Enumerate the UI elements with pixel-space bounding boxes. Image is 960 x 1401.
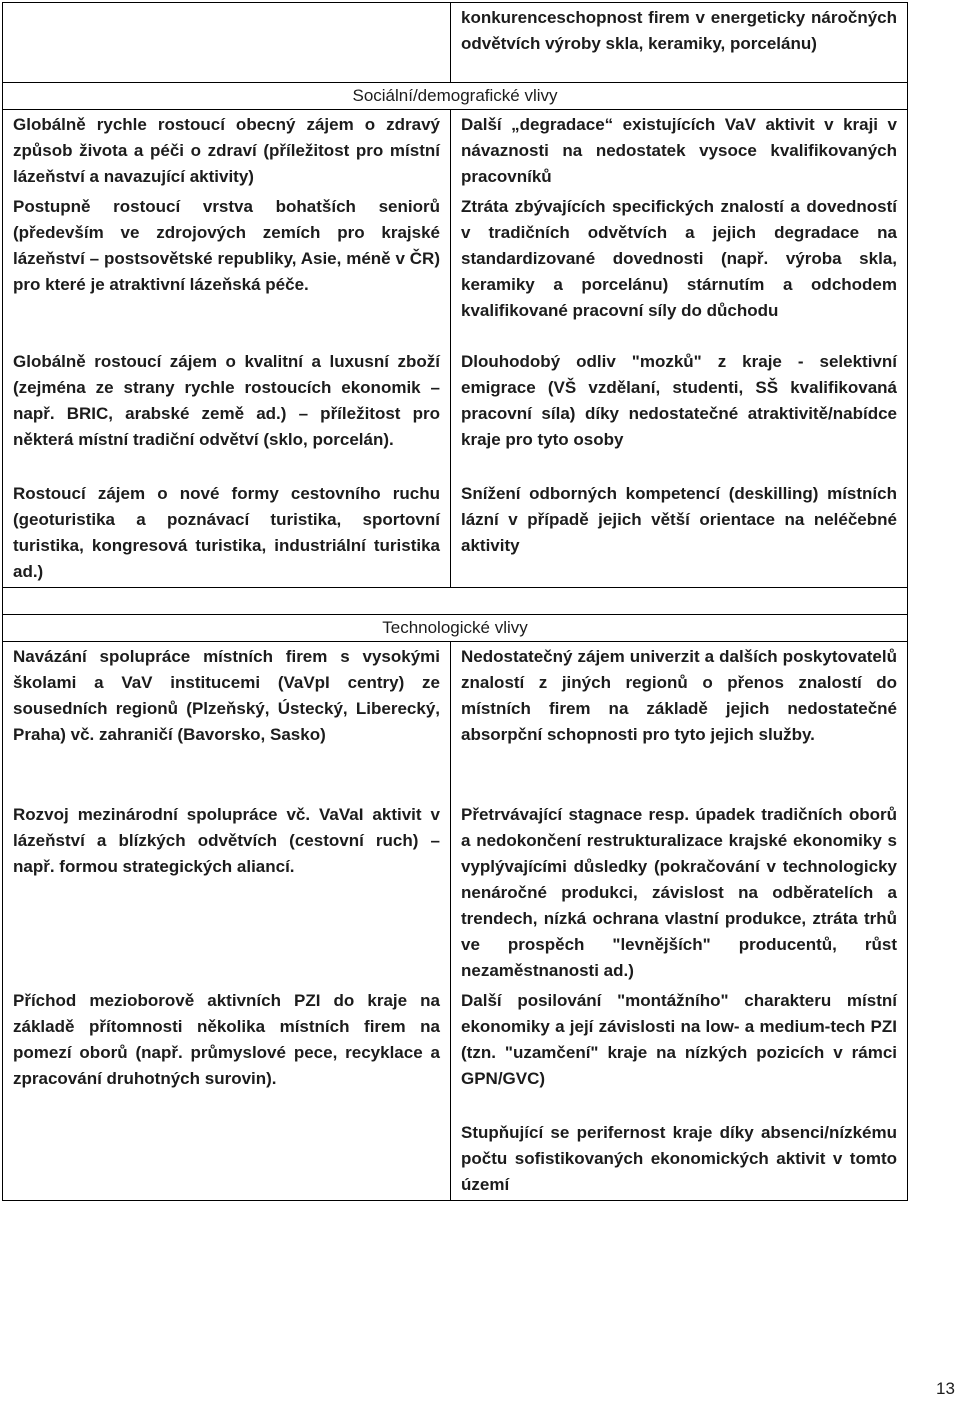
separator-cell — [3, 588, 907, 614]
social-row-4-threat: Snížení odborných kompetencí (deskilling) místních lázní v případě jejich větší orientace na neléčebné aktivity — [461, 484, 897, 555]
tech-row-3-threat: Další posilování "montážního" charakteru místní ekonomiky a její závislosti na low- a medium-tech PZI (tzn. "uzamčení" kraje na nízkých pozicích v rámci GPN/GVC) — [461, 991, 897, 1088]
continuation-right-cell: konkurenceschopnost firem v energeticky náročných odvětvích výroby skla, keramiky, porcelánu) — [461, 8, 897, 53]
tech-row-4-threat: Stupňující se perifernost kraje díky absenci/nízkému počtu sofistikovaných ekonomických aktivit v tomto území — [461, 1123, 897, 1194]
social-row-2-opportunity: Postupně rostoucí vrstva bohatších seniorů (především ve zdrojových zemích pro krajské lázeňství – postsovětské republiky, Asie, méně v ČR) pro které je atraktivní lázeňská péče. — [3, 192, 451, 347]
tech-row-2-opportunity: Rozvoj mezinárodní spolupráce vč. VaVaI aktivit v lázeňství a blízkých odvětvích (cestovní ruch) – např. formou strategických aliancí. — [3, 800, 451, 986]
table-row — [3, 110, 907, 192]
social-row-3-threat: Dlouhodobý odliv "mozků" z kraje - selektivní emigrace (VŠ vzdělaní, studenti, SŠ kvalifikovaná pracovní síla) díky nedostatečné atraktivitě/nabídce kraje pro tyto osoby — [461, 352, 897, 449]
continuation-left-cell — [3, 3, 451, 82]
section-heading-row-social — [3, 83, 907, 110]
table-row — [3, 642, 907, 800]
table-row — [3, 347, 907, 479]
empty-separator-row — [3, 588, 907, 615]
analysis-table — [2, 2, 908, 1201]
tech-row-4-opportunity-empty — [3, 1118, 451, 1200]
table-row — [3, 1118, 907, 1200]
social-row-1-threat: Další „degradace“ existujících VaV aktivit v kraji v návaznosti na nedostatek vysoce kvalifikovaných pracovníků — [461, 115, 897, 186]
tech-row-1-threat: Nedostatečný zájem univerzit a dalších poskytovatelů znalostí z jiných regionů o přenos znalostí do místních firem na základě jejich nedostatečné absorpční schopnosti pro tyto jejich služby. — [461, 647, 897, 744]
page-number: 13 — [936, 1379, 955, 1398]
table-row — [3, 986, 907, 1118]
table-row — [3, 479, 907, 588]
social-row-3-opportunity: Globálně rostoucí zájem o kvalitní a luxusní zboží (zejména ze strany rychle rostoucích ekonomik – např. BRIC, arabské země ad.) – příležitost pro některá místní tradiční odvětví (sklo, porcelán). — [3, 347, 451, 479]
tech-row-3-opportunity: Příchod mezioborově aktivních PZI do kraje na základě přítomnosti několika místních firem na pomezí oborů (např. průmyslové pece, recyklace a zpracování druhotných surovin). — [3, 986, 451, 1118]
social-row-4-opportunity: Rostoucí zájem o nové formy cestovního ruchu (geoturistika a poznávací turistika, sportovní turistika, kongresová turistika, industriální turistika ad.) — [3, 479, 451, 587]
tech-row-1-opportunity: Navázání spolupráce místních firem s vysokými školami a VaV institucemi (VaVpI centry) ze sousedních regionů (Plzeňský, Ústecký, Liberecký, Praha) vč. zahraničí (Bavorsko, Sasko) — [3, 642, 451, 800]
table-row-continuation — [3, 3, 907, 83]
section-heading-social: Sociální/demografické vlivy — [352, 86, 558, 105]
tech-row-2-threat: Přetrvávající stagnace resp. úpadek tradičních oborů a nedokončení restrukturalizace krajské ekonomiky s vyplývajícími důsledky (pokračování v technologicky nenáročné produkci, závislost na odběratelích a trendech, nízká ochrana vlastní produkce, ztráta trhů ve prospěch "levnějších" producentů, růst nezaměstnanosti ad.) — [461, 805, 897, 980]
section-heading-row-technological — [3, 615, 907, 642]
table-row — [3, 192, 907, 347]
table-row — [3, 800, 907, 986]
section-heading-technological: Technologické vlivy — [382, 618, 528, 637]
social-row-2-threat: Ztráta zbývajících specifických znalostí a dovedností v tradičních odvětvích a jejich degradace na standardizované dovednosti (např. výroba skla, keramiky a porcelánu) stárnutím a odchodem kvalifikované pracovní síly do důchodu — [461, 197, 897, 320]
social-row-1-opportunity: Globálně rychle rostoucí obecný zájem o zdravý způsob života a péči o zdraví (příležitost pro místní lázeňství a navazující aktivity) — [3, 110, 451, 192]
